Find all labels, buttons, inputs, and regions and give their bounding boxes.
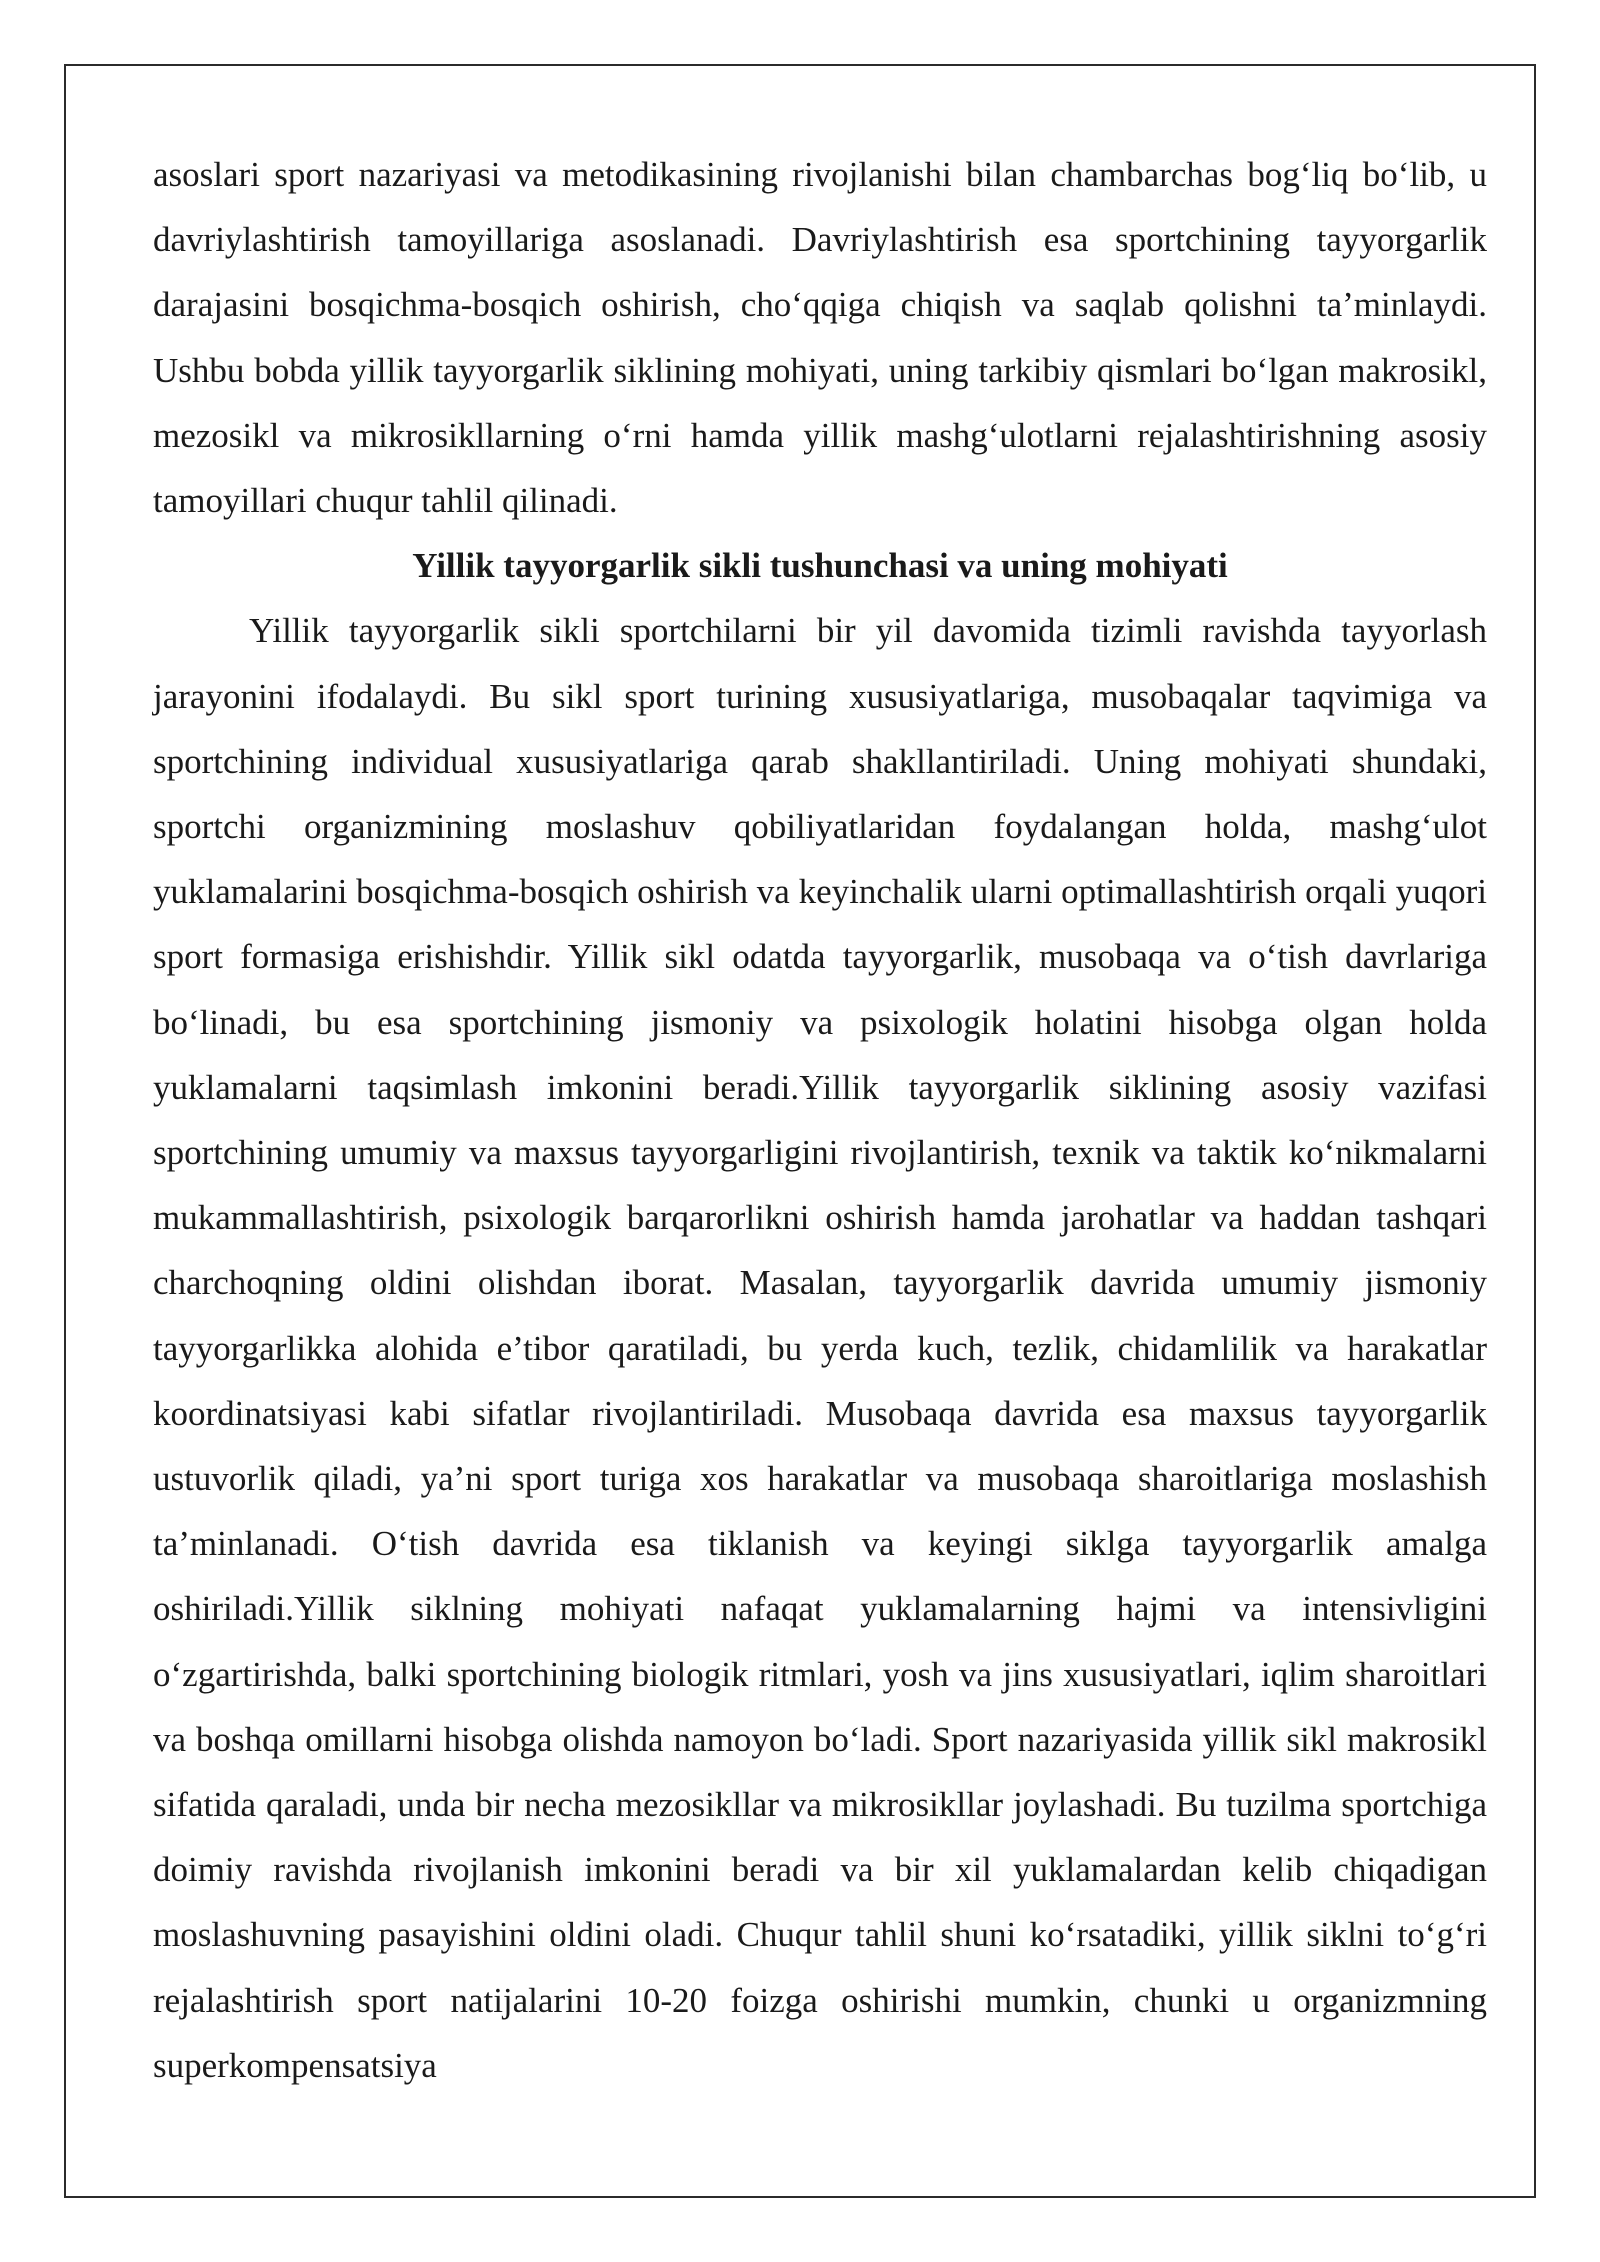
document-body [153,142,1487,2098]
section-heading: Yillik tayyorgarlik sikli tushunchasi va uning mohiyati [412,546,1228,586]
paragraph-intro: asoslari sport nazariyasi va metodikasining rivojlanishi bilan chambarchas bog‘liq bo‘lib, u davriylashtirish tamoyillariga asoslanadi. Davriylashtirish esa sportchining tayyorgarlik darajasini bosqichma-bosqich oshirish, cho‘qqiga chiqish va saqlab qolishni ta’minlaydi. Ushbu bobda yillik tayyorgarlik siklining mohiyati, uning tarkibiy qismlari bo‘lgan makrosikl, mezosikl va mikrosikllarning o‘rni hamda yillik mashg‘ulotlarni rejalashtirishning asosiy tamoyillari chuqur tahlil qilinadi. [153,155,1487,521]
paragraph-main: Yillik tayyorgarlik sikli sportchilarni bir yil davomida tizimli ravishda tayyorlash jarayonini ifodalaydi. Bu sikl sport turining xususiyatlariga, musobaqalar taqvimiga va sportchining individual xususiyatlariga qarab shakllantiriladi. Uning mohiyati shundaki, sportchi organizmining moslashuv qobiliyatlaridan foydalangan holda, mashg‘ulot yuklamalarini bosqichma-bosqich oshirish va keyinchalik ularni optimallashtirish orqali yuqori sport formasiga erishishdir. Yillik sikl odatda tayyorgarlik, musobaqa va o‘tish davrlariga bo‘linadi, bu esa sportchining jismoniy va psixologik holatini hisobga olgan holda yuklamalarni taqsimlash imkonini beradi.Yillik tayyorgarlik siklining asosiy vazifasi sportchining umumiy va maxsus tayyorgarligini rivojlantirish, texnik va taktik ko‘nikmalarni mukammallashtirish, psixologik barqarorlikni oshirish hamda jarohatlar va haddan tashqari charchoqning oldini olishdan iborat. Masalan, tayyorgarlik davrida umumiy jismoniy tayyorgarlikka alohida e’tibor qaratiladi, bu yerda kuch, tezlik, chidamlilik va harakatlar koordinatsiyasi kabi sifatlar rivojlantiriladi. Musobaqa davrida esa maxsus tayyorgarlik ustuvorlik qiladi, ya’ni sport turiga xos harakatlar va musobaqa sharoitlariga moslashish ta’minlanadi. O‘tish davrida esa tiklanish va keyingi siklga tayyorgarlik amalga oshiriladi.Yillik siklning mohiyati nafaqat yuklamalarning hajmi va intensivligini o‘zgartirishda, balki sportchining biologik ritmlari, yosh va jins xususiyatlari, iqlim sharoitlari va boshqa omillarni hisobga olishda namoyon bo‘ladi. Sport nazariyasida yillik sikl makrosikl sifatida qaraladi, unda bir necha mezosikllar va mikrosikllar joylashadi. Bu tuzilma sportchiga doimiy ravishda rivojlanish imkonini beradi va bir xil yuklamalardan kelib chiqadigan moslashuvning pasayishini oldini oladi. Chuqur tahlil shuni ko‘rsatadiki, yillik siklni to‘g‘ri rejalashtirish sport natijalarini 10-20 foizga oshirishi mumkin, chunki u organizmning superkompensatsiya [153,611,1487,2085]
